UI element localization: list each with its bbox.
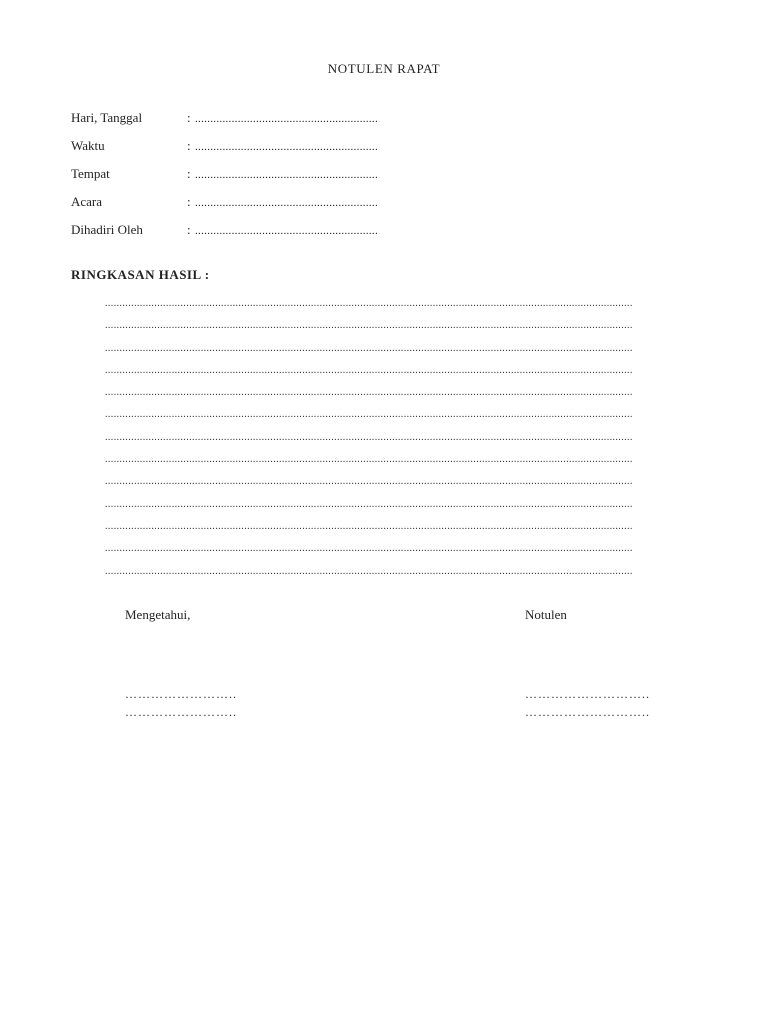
- field-separator: :: [187, 138, 191, 153]
- summary-line: ......................................................................................................................................................................................: [105, 409, 633, 421]
- field-acara: [71, 194, 378, 212]
- signature-title-line-right: ………………………..: [525, 705, 650, 719]
- summary-line: ......................................................................................................................................................................................: [105, 476, 633, 488]
- signature-label-left: Mengetahui,: [125, 607, 191, 622]
- summary-lines: [105, 296, 693, 586]
- field-fill-line: ............................................................: [195, 225, 378, 237]
- signature-label-right: Notulen: [525, 607, 567, 622]
- summary-line: ......................................................................................................................................................................................: [105, 320, 633, 332]
- signature-name-line-left: ……………………..: [125, 687, 237, 701]
- field-label: Waktu: [71, 138, 105, 153]
- summary-line: ......................................................................................................................................................................................: [105, 342, 633, 354]
- field-tempat: [71, 166, 378, 184]
- field-dihadiri-oleh: [71, 222, 378, 240]
- field-label: Hari, Tanggal: [71, 110, 143, 125]
- field-hari-tanggal: [71, 110, 378, 128]
- summary-line: ......................................................................................................................................................................................: [105, 364, 633, 376]
- summary-line: ......................................................................................................................................................................................: [105, 543, 633, 555]
- signature-name-line-right: ………………………..: [525, 687, 650, 701]
- summary-line: ......................................................................................................................................................................................: [105, 520, 633, 532]
- field-label: Dihadiri Oleh: [71, 222, 143, 237]
- summary-heading: RINGKASAN HASIL :: [71, 267, 210, 282]
- field-separator: :: [187, 110, 191, 125]
- field-waktu: [71, 138, 378, 156]
- summary-line: ......................................................................................................................................................................................: [105, 498, 633, 510]
- summary-line: ......................................................................................................................................................................................: [105, 565, 633, 577]
- summary-line: ......................................................................................................................................................................................: [105, 298, 633, 309]
- summary-line: ......................................................................................................................................................................................: [105, 431, 633, 443]
- document-title: NOTULEN RAPAT: [327, 61, 441, 76]
- field-fill-line: ............................................................: [195, 169, 378, 181]
- field-separator: :: [187, 222, 191, 237]
- summary-line: ......................................................................................................................................................................................: [105, 387, 633, 399]
- field-fill-line: ............................................................: [195, 197, 378, 209]
- field-fill-line: ............................................................: [195, 141, 378, 153]
- summary-line: ......................................................................................................................................................................................: [105, 454, 633, 466]
- field-label: Acara: [71, 194, 103, 209]
- field-separator: :: [187, 166, 191, 181]
- field-separator: :: [187, 194, 191, 209]
- signature-title-line-left: ……………………..: [125, 705, 237, 719]
- field-label: Tempat: [71, 166, 110, 181]
- field-fill-line: ............................................................: [195, 113, 378, 125]
